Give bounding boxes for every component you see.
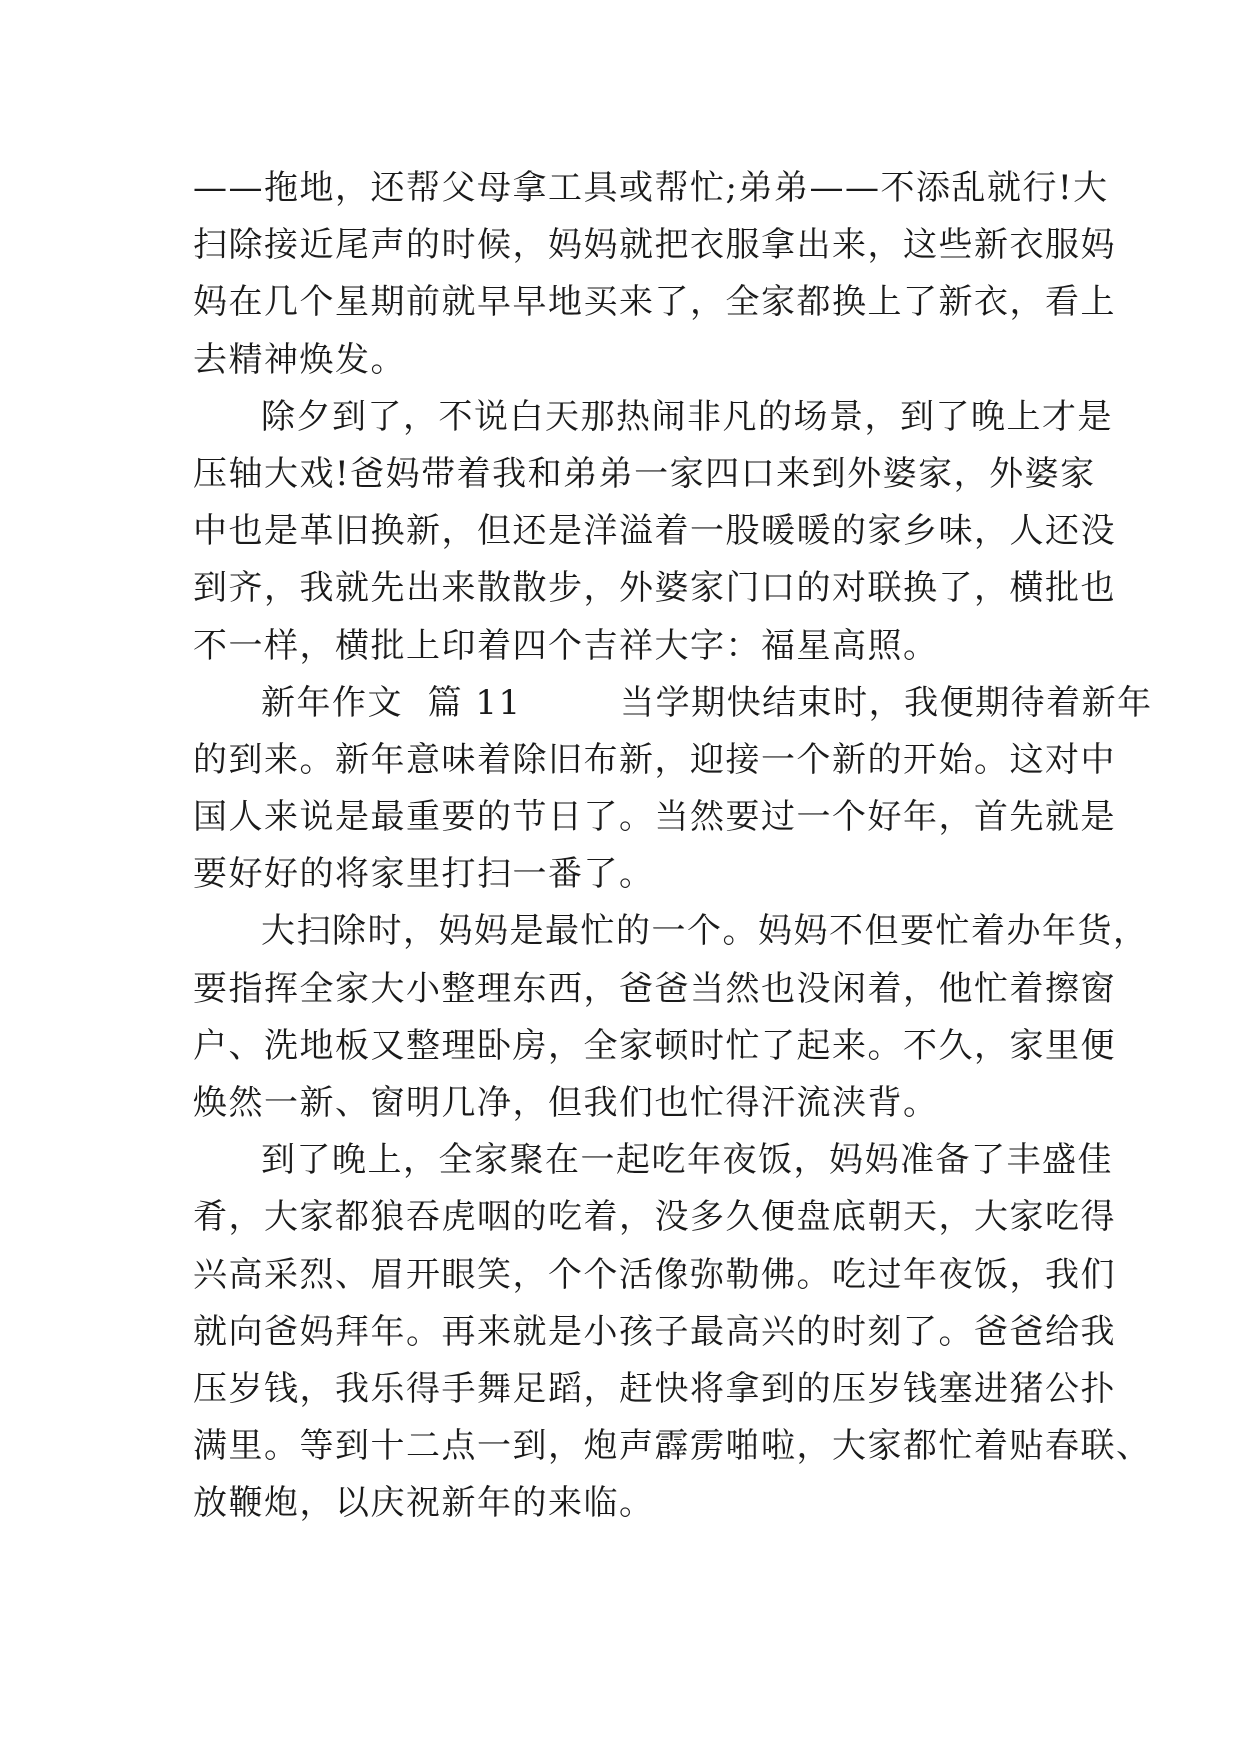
text-line: 妈在几个星期前就早早地买来了，全家都换上了新衣，看上 [193,282,1116,323]
text-line: 到齐，我就先出来散散步，外婆家门口的对联换了，横批也 [193,568,1116,609]
text-line: 压岁钱，我乐得手舞足蹈，赶快将拿到的压岁钱塞进猪公扑 [193,1368,1116,1409]
text-line: 国人来说是最重要的节日了。当然要过一个好年，首先就是 [193,797,1116,838]
paragraph-first-line: 到了晚上，全家聚在一起吃年夜饭，妈妈准备了丰盛佳 [261,1140,1113,1181]
text-line: 焕然一新、窗明几净，但我们也忙得汗流浃背。 [193,1083,939,1123]
text-line: ——拖地，还帮父母拿工具或帮忙;弟弟——不添乱就行!大 [193,168,1109,208]
text-line: 不一样，横批上印着四个吉祥大字：福星高照。 [193,625,939,666]
text-line: 压轴大戏!爸妈带着我和弟弟一家四口来到外婆家，外婆家 [193,453,1096,494]
essay-body-text [193,160,1153,1533]
text-line: 扫除接近尾声的时候，妈妈就把衣服拿出来，这些新衣服妈 [193,225,1116,266]
text-line: 肴，大家都狼吞虎咽的吃着，没多久便盘底朝天，大家吃得 [193,1197,1116,1238]
text-line: 户、洗地板又整理卧房，全家顿时忙了起来。不久，家里便 [193,1025,1116,1066]
text-line: 的到来。新年意味着除旧布新，迎接一个新的开始。这对中 [193,739,1116,780]
paragraph-first-line: 除夕到了，不说白天那热闹非凡的场景，到了晚上才是 [261,396,1113,437]
section-heading-line: 新年作文 篇 11 当学期快结束时，我便期待着新年 [261,682,1153,723]
text-line: 满里。等到十二点一到，炮声霹雳啪啦，大家都忙着贴春联、 [193,1426,1152,1467]
text-line: 要指挥全家大小整理东西，爸爸当然也没闲着，他忙着擦窗 [193,968,1116,1009]
text-line: 就向爸妈拜年。再来就是小孩子最高兴的时刻了。爸爸给我 [193,1311,1116,1352]
text-line: 中也是革旧换新，但还是洋溢着一股暖暖的家乡味，人还没 [193,511,1116,552]
text-line: 去精神焕发。 [193,339,406,380]
text-line: 放鞭炮，以庆祝新年的来临。 [193,1483,655,1524]
text-line: 兴高采烈、眉开眼笑，个个活像弥勒佛。吃过年夜饭，我们 [193,1254,1116,1295]
paragraph-first-line: 大扫除时，妈妈是最忙的一个。妈妈不但要忙着办年货， [261,911,1149,952]
text-line: 要好好的将家里打扫一番了。 [193,854,655,895]
